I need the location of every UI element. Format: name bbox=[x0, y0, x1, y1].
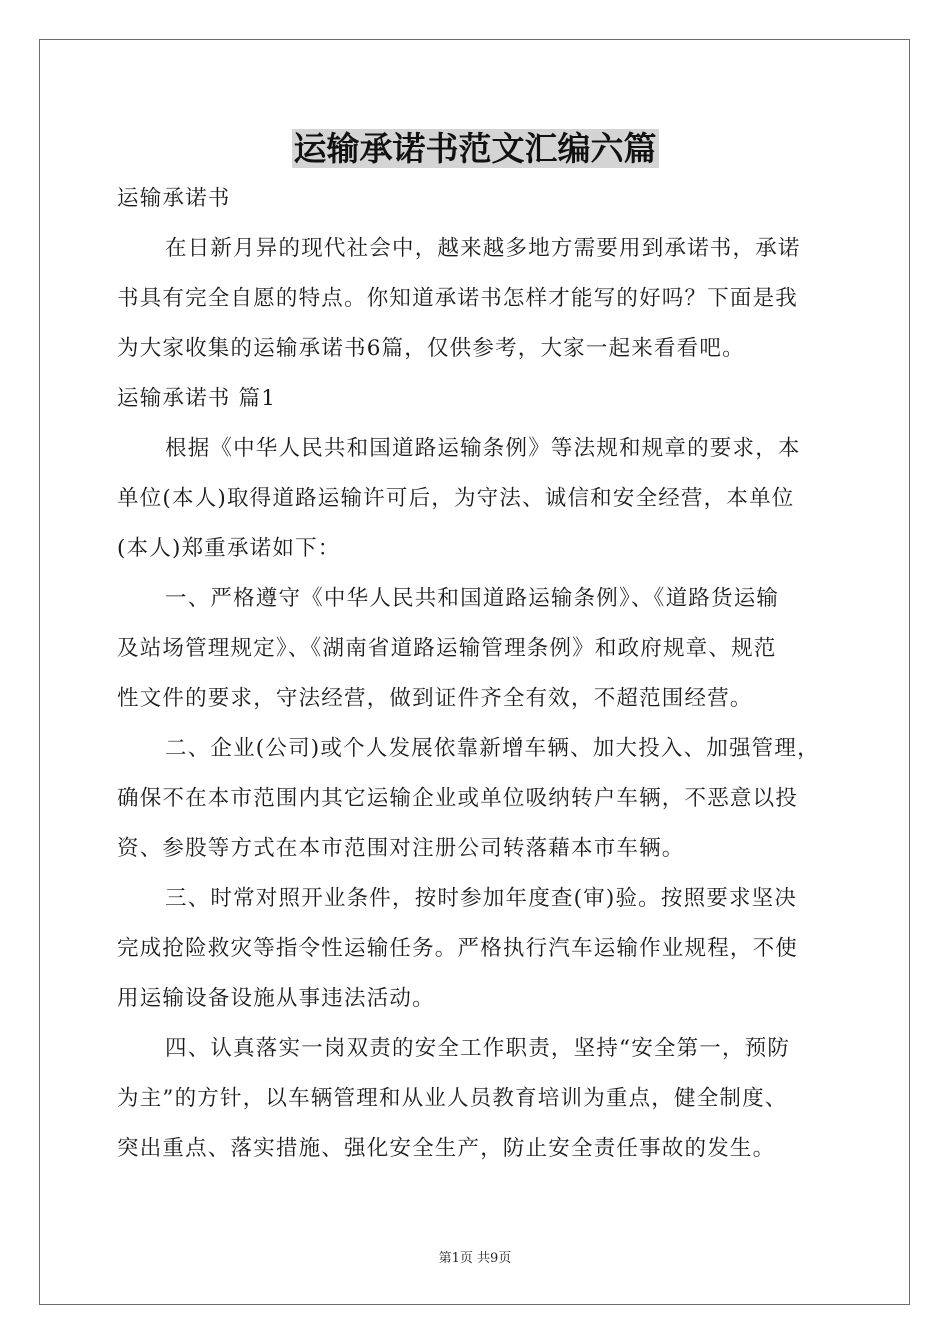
text-line: 二、企业(公司)或个人发展依靠新增车辆、加大投入、加强管理， bbox=[165, 736, 820, 761]
text-line: 三、时常对照开业条件，按时参加年度查(审)验。按照要求坚决 bbox=[165, 886, 798, 911]
text-line: 及站场管理规定》、《湖南省道路运输管理条例》和政府规章、规范 bbox=[117, 636, 777, 661]
page-border bbox=[39, 39, 910, 1305]
text-line: 运输承诺书 bbox=[117, 186, 231, 211]
text-line: 为大家收集的运输承诺书6篇，仅供参考，大家一起来看看吧。 bbox=[117, 336, 745, 361]
text-line: 完成抢险救灾等指令性运输任务。严格执行汽车运输作业规程，不使 bbox=[117, 936, 799, 961]
text-line: 书具有完全自愿的特点。你知道承诺书怎样才能写的好吗？下面是我 bbox=[117, 286, 799, 311]
text-line: 运输承诺书 篇1 bbox=[117, 386, 277, 411]
text-line: 根据《中华人民共和国道路运输条例》等法规和规章的要求，本 bbox=[165, 436, 801, 461]
text-line: 用运输设备设施从事违法活动。 bbox=[117, 986, 435, 1011]
text-line: 单位(本人)取得道路运输许可后，为守法、诚信和安全经营，本单位 bbox=[117, 486, 795, 511]
text-line: 突出重点、落实措施、强化安全生产，防止安全责任事故的发生。 bbox=[117, 1136, 776, 1161]
page-footer: 第1页 共9页 bbox=[438, 1251, 512, 1266]
document-title: 运输承诺书范文汇编六篇 bbox=[293, 129, 657, 168]
text-line: 性文件的要求，守法经营，做到证件齐全有效，不超范围经营。 bbox=[117, 686, 753, 711]
text-line: 一、严格遵守《中华人民共和国道路运输条例》、《道路货运输 bbox=[165, 586, 780, 611]
text-line: (本人)郑重承诺如下： bbox=[117, 536, 341, 561]
text-line: 四、认真落实一岗双责的安全工作职责，坚持“安全第一，预防 bbox=[165, 1036, 791, 1061]
text-line: 确保不在本市范围内其它运输企业或单位吸纳转户车辆，不恶意以投 bbox=[117, 786, 799, 811]
text-line: 为主”的方针，以车辆管理和从业人员教育培训为重点，健全制度、 bbox=[117, 1086, 788, 1111]
text-line: 在日新月异的现代社会中，越来越多地方需要用到承诺书，承诺 bbox=[165, 236, 801, 261]
text-line: 资、参股等方式在本市范围对注册公司转落藉本市车辆。 bbox=[117, 836, 685, 861]
